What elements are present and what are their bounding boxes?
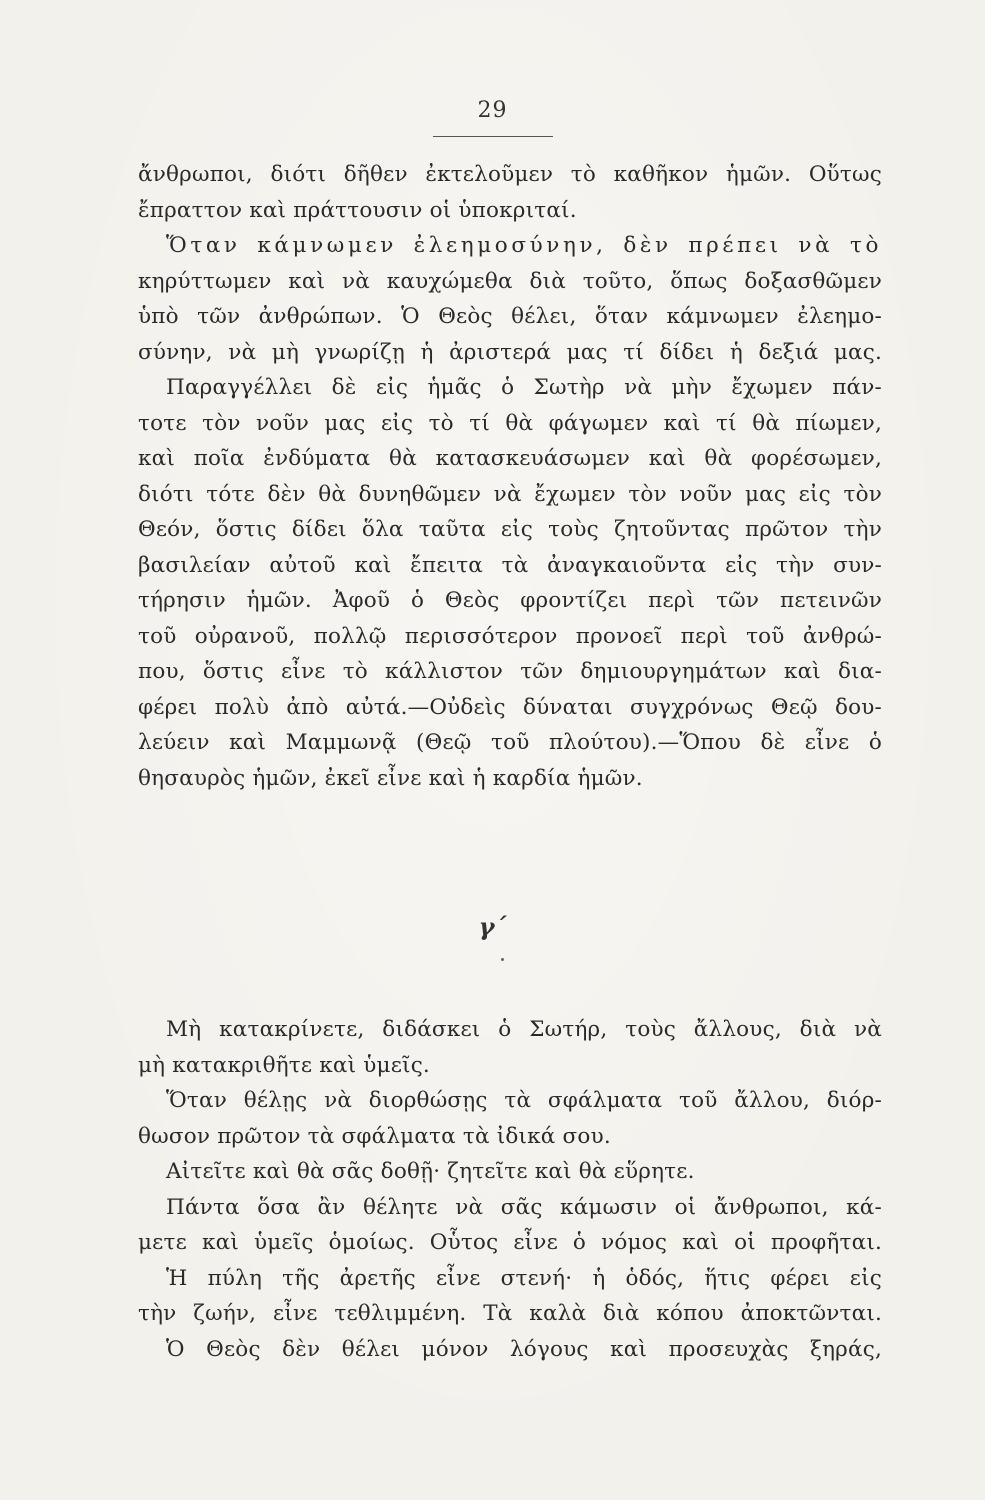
text-line: που, ὅστις εἶνε τὸ κάλλιστον τῶν δημιουργημάτων καὶ δια-	[138, 659, 882, 684]
text-line: ἄνθρωποι, διότι δῆθεν ἐκτελοῦμεν τὸ καθῆκον ἡμῶν. Οὕτως	[138, 162, 882, 187]
text-line: ἔπραττον καὶ πράττουσιν οἱ ὑποκριταί.	[138, 197, 577, 223]
text-line: Μὴ κατακρίνετε, διδάσκει ὁ Σωτήρ, τοὺς ἄλλους, διὰ νὰ	[166, 1017, 882, 1042]
text-line: βασιλείαν αὐτοῦ καὶ ἔπειτα τὰ ἀναγκαιοῦντα εἰς τὴν συν-	[138, 552, 882, 578]
text-line: Ὅταν κάμνωμεν ἐλεημοσύνην, δὲν πρέπει νὰ τὸ	[166, 233, 882, 258]
text-line: Αἰτεῖτε καὶ θὰ σᾶς δοθῇ· ζητεῖτε καὶ θὰ εὕρητε.	[166, 1159, 695, 1184]
page-number: 29	[477, 98, 508, 123]
text-line: Ὅταν θέλῃς νὰ διορθώσῃς τὰ σφάλματα τοῦ ἄλλου, διόρ-	[166, 1088, 882, 1113]
text-line: λεύειν καὶ Μαμμωνᾷ (Θεῷ τοῦ πλούτου).—Ὅπου δὲ εἶνε ὁ	[138, 730, 882, 755]
text-line: Θεόν, ὅστις δίδει ὅλα ταῦτα εἰς τοὺς ζητοῦντας πρῶτον τὴν	[138, 517, 882, 542]
text-line: καὶ ποῖα ἐνδύματα θὰ κατασκευάσωμεν καὶ θὰ φορέσωμεν,	[138, 446, 882, 471]
text-line: θησαυρὸς ἡμῶν, ἐκεῖ εἶνε καὶ ἡ καρδία ἡμῶν.	[138, 765, 643, 791]
text-line: μετε καὶ ὑμεῖς ὁμοίως. Οὗτος εἶνε ὁ νόμος καὶ οἱ προφῆται.	[138, 1230, 882, 1255]
text-line: σύνην, νὰ μὴ γνωρίζῃ ἡ ἀριστερά μας τί δίδει ἡ δεξιά μας.	[138, 339, 882, 365]
text-block-upper	[138, 157, 882, 796]
text-line: Ἡ πύλη τῆς ἀρετῆς εἶνε στενή· ἡ ὁδός, ἥτις φέρει εἰς	[166, 1265, 882, 1291]
section-mark: γ΄	[478, 912, 507, 941]
text-line: θωσον πρῶτον τὰ σφάλματα τὰ ἰδικά σου.	[138, 1123, 611, 1149]
text-line: Παραγγέλλει δὲ εἰς ἡμᾶς ὁ Σωτὴρ νὰ μὴν ἔχωμεν πάν-	[166, 375, 882, 400]
text-line: κηρύττωμεν καὶ νὰ καυχώμεθα διὰ τοῦτο, ὅπως δοξασθῶμεν	[138, 268, 882, 294]
text-line: μὴ κατακριθῆτε καὶ ὑμεῖς.	[138, 1052, 430, 1078]
text-line: τὴν ζωήν, εἶνε τεθλιμμένη. Τὰ καλὰ διὰ κόπου ἀποκτῶνται.	[138, 1301, 882, 1326]
text-line: φέρει πολὺ ἀπὸ αὐτά.—Οὐδεὶς δύναται συγχρόνως Θεῷ δου-	[138, 694, 882, 720]
text-line: Πάντα ὅσα ἂν θέλητε νὰ σᾶς κάμωσιν οἱ ἄνθρωποι, κά-	[166, 1194, 882, 1220]
text-block-lower	[138, 1012, 882, 1367]
text-line: τοῦ οὐρανοῦ, πολλῷ περισσότερον προνοεῖ περὶ τοῦ ἀνθρώ-	[138, 623, 882, 649]
text-line: Ὁ Θεὸς δὲν θέλει μόνον λόγους καὶ προσευχὰς ξηράς,	[166, 1336, 882, 1362]
header-rule	[433, 136, 553, 137]
text-line: τοτε τὸν νοῦν μας εἰς τὸ τί θὰ φάγωμεν καὶ τί θὰ πίωμεν,	[138, 410, 882, 436]
text-line: διότι τότε δὲν θὰ δυνηθῶμεν νὰ ἔχωμεν τὸν νοῦν μας εἰς τὸν	[138, 481, 882, 507]
text-line: τήρησιν ἡμῶν. Ἀφοῦ ὁ Θεὸς φροντίζει περὶ τῶν πετεινῶν	[138, 588, 882, 613]
text-line: ὑπὸ τῶν ἀνθρώπων. Ὁ Θεὸς θέλει, ὅταν κάμνωμεν ἐλεημο-	[138, 304, 882, 329]
ink-dot	[501, 958, 504, 961]
